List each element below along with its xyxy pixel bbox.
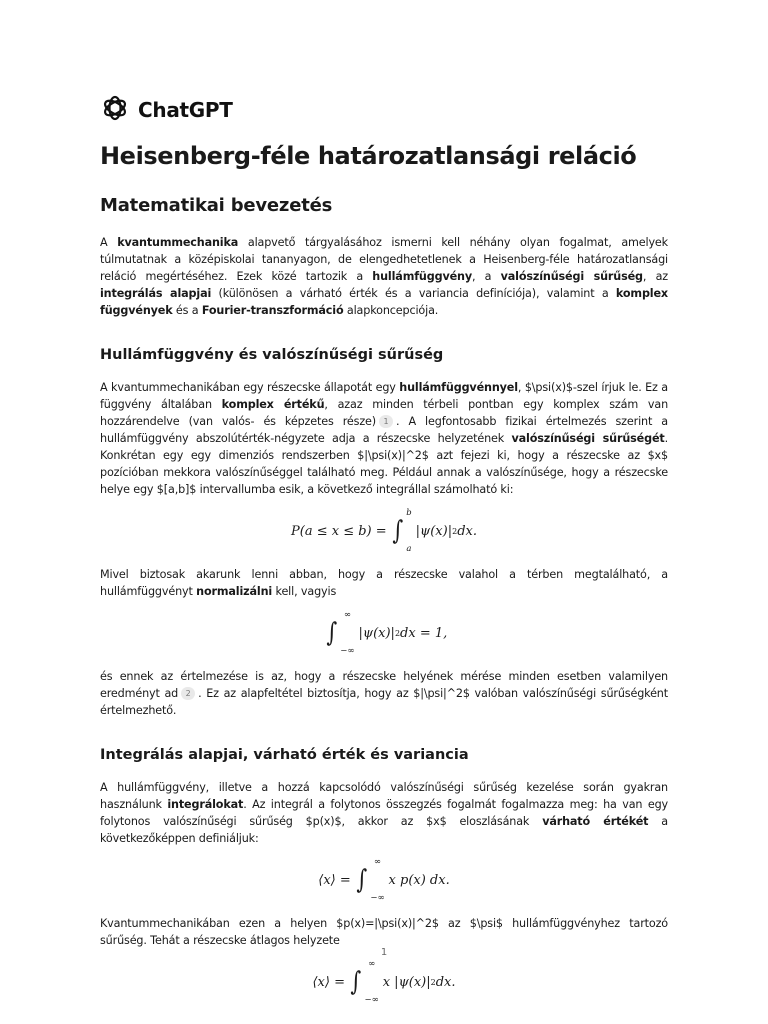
citation-badge[interactable]: 1	[379, 415, 393, 428]
paragraph: A kvantummechanika alapvető tárgyalásához ismerni kell néhány olyan fogalmat, amelyek túlmutatnak a középiskolai tananyagon, de elengedhetetlenek a Heisenberg-féle határozatlansági reláció megértéséhez. Ezek közé tartozik a hullámfüggvény, a valószínűségi sűrűség, az integrálás alapjai (különösen a várható érték és a variancia definíciója), valamint a komplex függvények és a Fourier-transzformáció alapkoncepciója.	[100, 236, 668, 317]
paragraph: Kvantummechanikában ezen a helyen $p(x)=|\psi(x)|^2$ az $\psi$ hullámfüggvényhez tartozó sűrűség. Tehát a részecske átlagos helyzete	[100, 917, 668, 947]
paragraph: Mivel biztosak akarunk lenni abban, hogy a részecske valahol a térben megtalálható, a hullámfüggvényt normalizálni kell, vagyis	[100, 568, 668, 598]
brand-logo	[100, 93, 233, 127]
integral-sign: ∫	[356, 865, 367, 895]
document-content	[100, 140, 668, 1017]
paragraph: A kvantummechanikában egy részecske állapotát egy hullámfüggvénnyel, $\psi(x)$-szel írjuk le. Ez a függvény általában komplex értékű, azaz minden térbeli pontban egy komplex szám van hozzárendelve (van valós- és képzetes része) 1 . A legfontosabb fizikai értelmezés szerint a hullámfüggvény abszolútérték-négyzete adja a részecske helyzetének valószínűségi sűrűségét. Konkrétan egy egy dimenziós rendszerben $|\psi(x)|^2$ azt fejezi ki, hogy a részecske az $x$ pozícióban mekkora valószínűséggel található meg. Például annak a valószínűsége, hogy a részecske helye egy $[a,b]$ intervallumba esik, a következő integrállal számolható ki:	[100, 381, 669, 496]
equation-expectation: ⟨x⟩ = ∫ ∞ −∞ x p(x) dx.	[318, 857, 450, 903]
document-title: Heisenberg-féle határozatlansági reláció	[100, 142, 637, 170]
integral-sign: ∫	[392, 516, 403, 546]
citation-badge[interactable]: 2	[181, 687, 195, 700]
section-heading: Matematikai bevezetés	[100, 195, 333, 216]
subsection-heading: Hullámfüggvény és valószínűségi sűrűség	[100, 347, 444, 363]
equation-mean-position: ⟨x⟩ = ∫ ∞ −∞ x |ψ(x)| 2 dx.	[312, 959, 456, 1005]
page-number: 1	[380, 947, 388, 958]
paragraph: A hullámfüggvény, illetve a hozzá kapcsolódó valószínűségi sűrűség kezelése során gyakran használunk integrálokat. Az integrál a folytonos összegzés fogalmát fogalmazza meg: ha van egy folytonos valószínűségi sűrűség $p(x)$, akkor az $x$ eloszlásának várható értékét a következőképpen definiáljuk:	[100, 781, 668, 845]
brand-name: ChatGPT	[138, 98, 233, 122]
openai-logo-icon	[100, 93, 130, 127]
paragraph: és ennek az értelmezése is az, hogy a részecske helyének mérése minden esetben valamilyen eredményt ad 2 . Ez az alapfeltétel biztosítja, hogy az $|\psi|^2$ valóban valószínűségi sűrűségként értelmezhető.	[100, 670, 668, 717]
integral-sign: ∫	[326, 618, 337, 648]
equation-probability: P(a ≤ x ≤ b) = ∫ b a |ψ(x)| 2 dx.	[291, 508, 477, 554]
integral-sign: ∫	[350, 967, 362, 997]
subsection-heading: Integrálás alapjai, várható érték és variancia	[100, 747, 469, 763]
equation-normalization: ∫ ∞ −∞ |ψ(x)| 2 dx = 1,	[326, 610, 448, 656]
